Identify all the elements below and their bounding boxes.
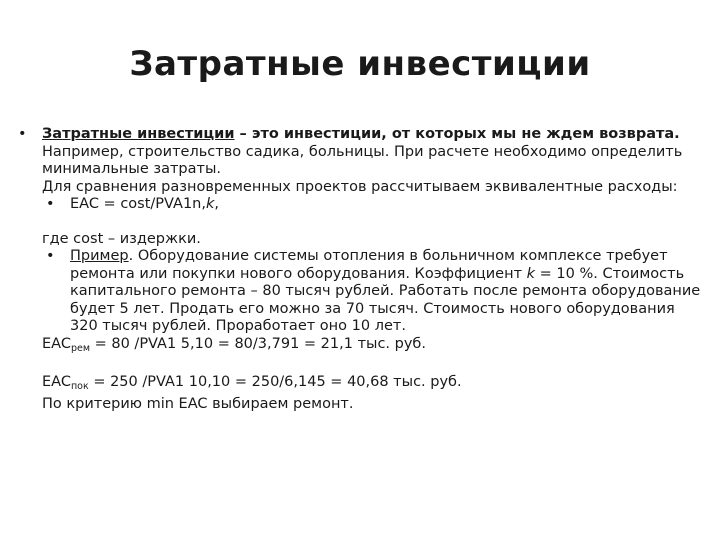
formula-comma: , — [214, 196, 219, 212]
conclusion: По критерию min EAC выбираем ремонт. — [42, 395, 354, 412]
definition-term: Затратные инвестиции — [42, 126, 235, 142]
bullet-dot: • — [46, 196, 55, 212]
formula-k: k — [205, 196, 215, 212]
equation-purchase-sub: пок — [70, 381, 89, 392]
example-label: Пример — [70, 248, 129, 264]
bullet-definition — [14, 126, 702, 179]
equation-repair: $EAC_{рем} = 80$ /PVA1 5,10 = 80/3,791 = 21,1 тыс. руб. — [42, 335, 426, 354]
slide-title: Затратные инвестиции — [129, 44, 591, 84]
definition-example: Например, строительство садика, больницы. При расчете необходимо определить минимальные затраты. — [42, 143, 683, 177]
formula-text: EAC = cost/PVA1n, — [70, 196, 206, 212]
equation-purchase: $EAC_{пок} = 250$ /PVA1 10,10 = 250/6,145 = 40,68 тыс. руб. — [42, 374, 462, 392]
definition-text: – это инвестиции, от которых мы не ждем возврата. — [234, 126, 680, 142]
equation-repair-sub: рем — [70, 342, 90, 354]
example-text-2: = 10 %. Стоимость капитального ремонта – 80 тысяч рублей. Работать после ремонта оборудование будет 5 лет. Продать его можно за 70 тысяч. Стоимость нового оборудования 320 тысяч рублей. Проработает оно 10 лет. — [70, 265, 701, 334]
slide-body — [18, 126, 702, 413]
cost-definition: где cost – издержки. — [42, 230, 201, 247]
example-text: . Оборудование системы отопления в больничном комплексе требует ремонта или покупки нового оборудования. Коэффициент — [70, 248, 668, 282]
bullet-example — [42, 248, 702, 336]
example-k: k — [526, 265, 536, 282]
bullet-formula — [42, 196, 702, 214]
bullet-dot: • — [46, 248, 55, 264]
comparison-text: Для сравнения разновременных проектов рассчитываем эквивалентные расходы: — [42, 178, 678, 195]
bullet-dot: • — [18, 126, 27, 142]
